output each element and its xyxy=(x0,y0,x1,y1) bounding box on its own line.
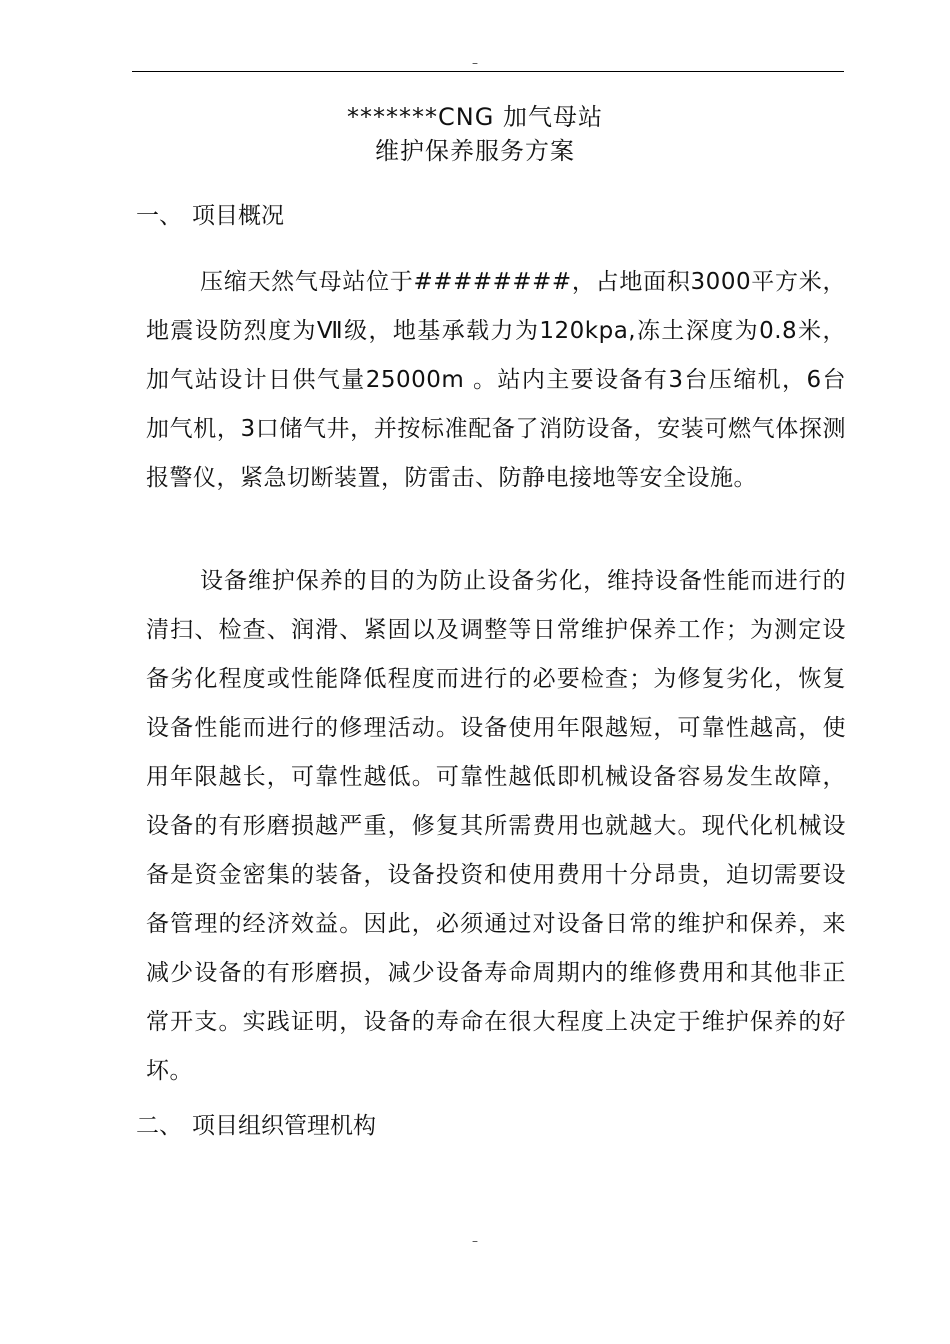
page-footer-mark: – xyxy=(472,1234,478,1248)
section-number: 一、 xyxy=(136,203,182,229)
section-number: 二、 xyxy=(136,1113,182,1139)
section-label: 项目组织管理机构 xyxy=(192,1113,376,1139)
document-title-line1: *******CNG 加气母站 xyxy=(347,103,603,131)
paragraph-maintenance-purpose: 设备维护保养的目的为防止设备劣化，维持设备性能而进行的清扫、检查、润滑、紧固以及调整等日常维护保养工作；为测定设备劣化程度或性能降低程度而进行的必要检查；为修复劣化，恢复设备性能而进行的修理活动。设备使用年限越短，可靠性越高，使用年限越长，可靠性越低。可靠性越低即机械设备容易发生故障，设备的有形磨损越严重，修复其所需费用也就越大。现代化机械设备是资金密集的装备，设备投资和使用费用十分昂贵，迫切需要设备管理的经济效益。因此，必须通过对设备日常的维护和保养，来减少设备的有形磨损，减少设备寿命周期内的维修费用和其他非正常开支。实践证明，设备的寿命在很大程度上决定于维护保养的好坏。 xyxy=(146,568,846,1084)
header-rule xyxy=(132,71,844,72)
paragraph-overview: 压缩天然气母站位于########，占地面积3000平方米，地震设防烈度为Ⅶ级，地基承载力为120kpa,冻土深度为0.8米，加气站设计日供气量25000m 。站内主要设备有3台压缩机，6台加气机，3口储气井，并按标准配备了消防设备，安装可燃气体探测报警仪，紧急切断装置，防雷击、防静电接地等安全设施。 xyxy=(146,269,846,491)
page-header-mark: – xyxy=(472,56,478,70)
section-heading-organization xyxy=(136,1109,376,1143)
section-heading-overview xyxy=(136,199,284,233)
section-label: 项目概况 xyxy=(192,203,284,229)
document-title-line2: 维护保养服务方案 xyxy=(375,137,575,165)
